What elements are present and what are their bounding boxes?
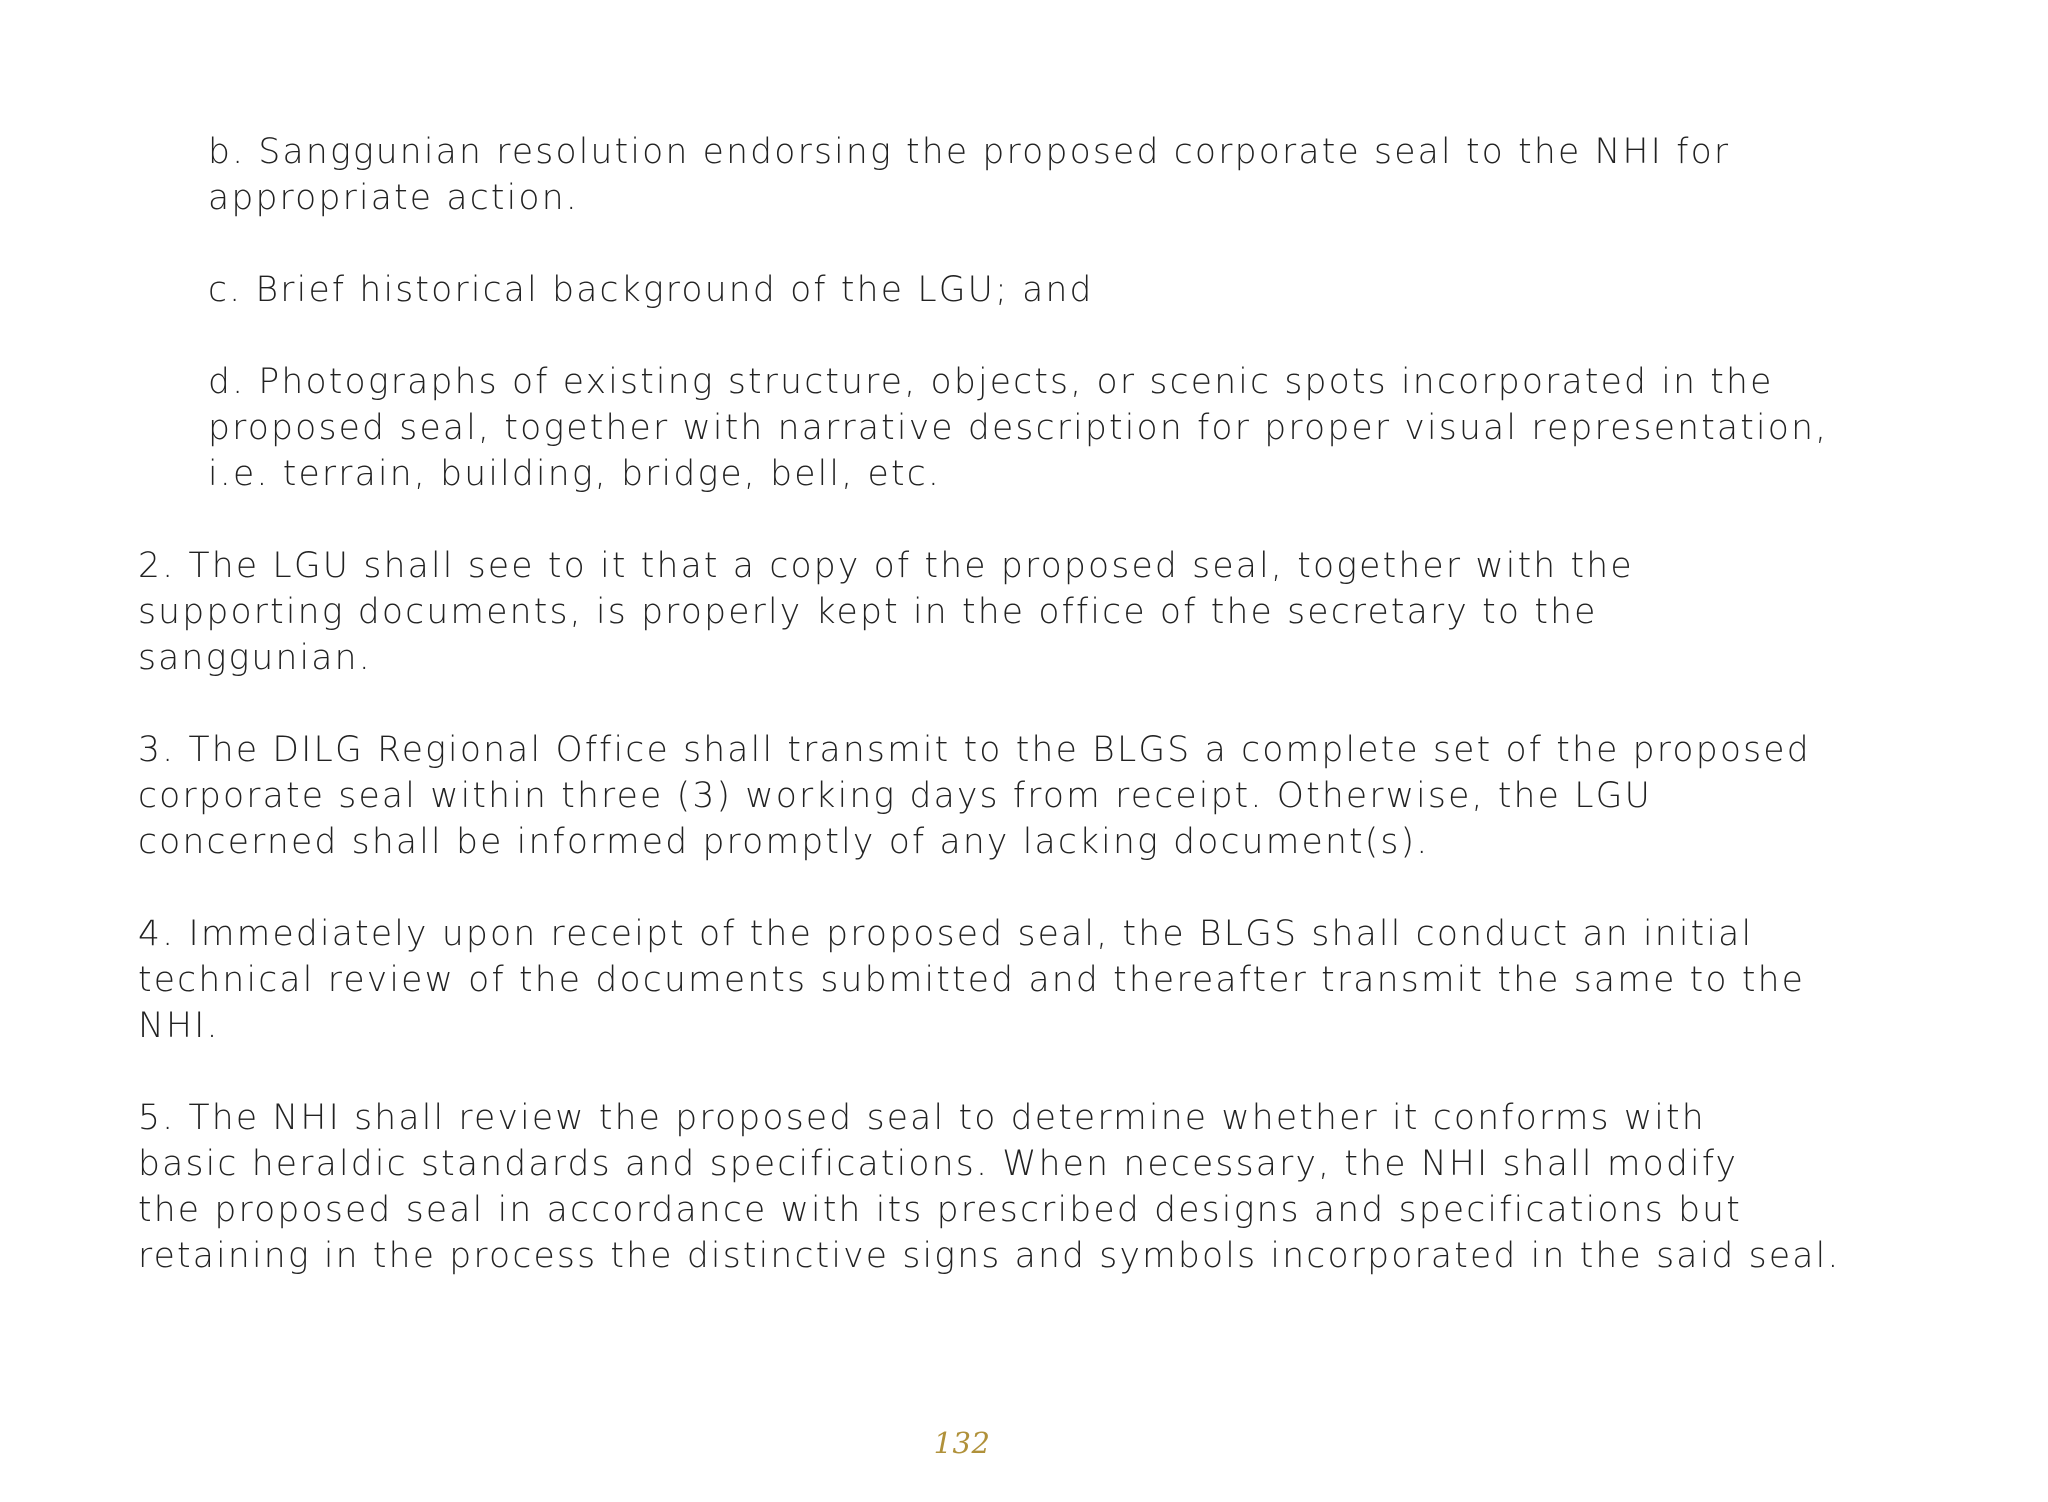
paragraph-item-3 <box>138 727 1811 865</box>
paragraph-item-4-line-3: NHI. <box>138 1006 220 1046</box>
paragraph-item-3-line-3: concerned shall be informed promptly of any lacking document(s). <box>138 822 1430 862</box>
list-item-c <box>208 267 1094 313</box>
list-item-b-line-2: appropriate action. <box>208 178 579 218</box>
paragraph-item-5-line-3: the proposed seal in accordance with its prescribed designs and specifications but <box>138 1190 1742 1230</box>
paragraph-item-3-line-2: corporate seal within three (3) working days from receipt. Otherwise, the LGU <box>138 776 1653 816</box>
paragraph-item-5-line-4: retaining in the process the distinctive signs and symbols incorporated in the said seal. <box>138 1236 1841 1276</box>
list-item-d-line-1: d. Photographs of existing structure, objects, or scenic spots incorporated in the <box>208 362 1774 402</box>
paragraph-item-2-line-3: sanggunian. <box>138 638 372 678</box>
list-item-d-line-2: proposed seal, together with narrative description for proper visual representation, <box>208 408 1829 448</box>
paragraph-item-2-line-1: 2. The LGU shall see to it that a copy of the proposed seal, together with the <box>138 546 1634 586</box>
paragraph-item-3-line-1: 3. The DILG Regional Office shall transmit to the BLGS a complete set of the proposed <box>138 730 1811 770</box>
paragraph-item-5-line-1: 5. The NHI shall review the proposed seal to determine whether it conforms with <box>138 1098 1706 1138</box>
paragraph-item-4 <box>138 911 1805 1049</box>
list-item-c-line-1: c. Brief historical background of the LGU; and <box>208 270 1094 310</box>
page-number: 132 <box>933 1426 991 1460</box>
list-item-b <box>208 129 1730 221</box>
list-item-d-line-3: i.e. terrain, building, bridge, bell, etc. <box>208 454 942 494</box>
paragraph-item-5 <box>138 1095 1841 1279</box>
paragraph-item-2 <box>138 543 1634 681</box>
list-item-b-line-1: b. Sanggunian resolution endorsing the proposed corporate seal to the NHI for <box>208 132 1731 172</box>
paragraph-item-5-line-2: basic heraldic standards and specifications. When necessary, the NHI shall modify <box>138 1144 1739 1184</box>
paragraph-item-4-line-2: technical review of the documents submitted and thereafter transmit the same to the <box>138 960 1806 1000</box>
paragraph-item-2-line-2: supporting documents, is properly kept in the office of the secretary to the <box>138 592 1598 632</box>
paragraph-item-4-line-1: 4. Immediately upon receipt of the proposed seal, the BLGS shall conduct an initial <box>138 914 1754 954</box>
list-item-d <box>208 359 1828 497</box>
